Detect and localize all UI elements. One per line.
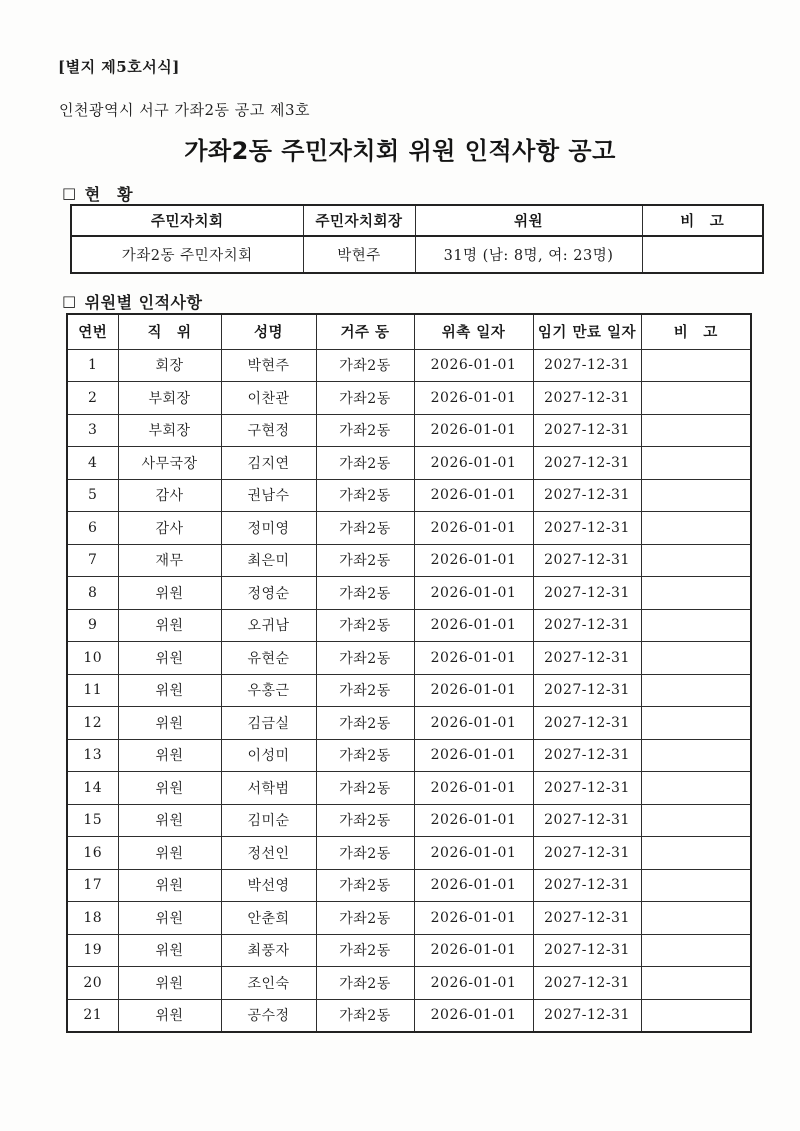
note-cell (641, 479, 751, 512)
name-cell: 유현순 (221, 642, 316, 675)
term-end-date-cell: 2027-12-31 (533, 642, 641, 675)
note-cell (641, 674, 751, 707)
chairman-cell: 박현주 (303, 236, 415, 273)
district-cell: 가좌2동 (316, 837, 414, 870)
name-cell: 최풍자 (221, 934, 316, 967)
term-end-date-cell: 2027-12-31 (533, 804, 641, 837)
note-cell (641, 512, 751, 545)
col-header-council: 주민자치회 (71, 205, 303, 236)
appointed-date-cell: 2026-01-01 (414, 447, 533, 480)
position-cell: 위원 (118, 642, 221, 675)
district-cell: 가좌2동 (316, 967, 414, 1000)
appointed-date-cell: 2026-01-01 (414, 804, 533, 837)
appointed-date-cell: 2026-01-01 (414, 512, 533, 545)
seq-cell: 19 (67, 934, 118, 967)
name-cell: 정영순 (221, 577, 316, 610)
position-cell: 위원 (118, 902, 221, 935)
roster-row (67, 512, 751, 545)
position-cell: 감사 (118, 479, 221, 512)
appointed-date-cell: 2026-01-01 (414, 707, 533, 740)
roster-row (67, 707, 751, 740)
term-end-date-cell: 2027-12-31 (533, 999, 641, 1032)
roster-row (67, 967, 751, 1000)
term-end-date-cell: 2027-12-31 (533, 512, 641, 545)
roster-row (67, 869, 751, 902)
note-cell (641, 739, 751, 772)
note-cell (641, 934, 751, 967)
note-cell (641, 967, 751, 1000)
position-cell: 회장 (118, 349, 221, 382)
appointed-date-cell: 2026-01-01 (414, 349, 533, 382)
district-cell: 가좌2동 (316, 577, 414, 610)
seq-cell: 17 (67, 869, 118, 902)
term-end-date-cell: 2027-12-31 (533, 772, 641, 805)
name-cell: 조인숙 (221, 967, 316, 1000)
position-cell: 위원 (118, 674, 221, 707)
position-cell: 위원 (118, 837, 221, 870)
roster-row (67, 349, 751, 382)
note-cell (641, 804, 751, 837)
name-cell: 구현정 (221, 414, 316, 447)
col-header-appointed-date: 위촉 일자 (414, 314, 533, 349)
district-cell: 가좌2동 (316, 902, 414, 935)
seq-cell: 6 (67, 512, 118, 545)
position-cell: 위원 (118, 999, 221, 1032)
name-cell: 박현주 (221, 349, 316, 382)
appointed-date-cell: 2026-01-01 (414, 934, 533, 967)
roster-row (67, 447, 751, 480)
position-cell: 위원 (118, 934, 221, 967)
note-cell (641, 999, 751, 1032)
appointed-date-cell: 2026-01-01 (414, 414, 533, 447)
name-cell: 권남수 (221, 479, 316, 512)
note-cell (641, 642, 751, 675)
name-cell: 오귀남 (221, 609, 316, 642)
term-end-date-cell: 2027-12-31 (533, 577, 641, 610)
col-header-seq: 연번 (67, 314, 118, 349)
appointed-date-cell: 2026-01-01 (414, 999, 533, 1032)
term-end-date-cell: 2027-12-31 (533, 739, 641, 772)
district-cell: 가좌2동 (316, 544, 414, 577)
appointed-date-cell: 2026-01-01 (414, 674, 533, 707)
name-cell: 공수정 (221, 999, 316, 1032)
roster-table (66, 313, 752, 1033)
roster-row (67, 382, 751, 415)
note-cell (641, 902, 751, 935)
seq-cell: 15 (67, 804, 118, 837)
seq-cell: 2 (67, 382, 118, 415)
district-cell: 가좌2동 (316, 772, 414, 805)
roster-row (67, 642, 751, 675)
position-cell: 위원 (118, 609, 221, 642)
term-end-date-cell: 2027-12-31 (533, 934, 641, 967)
seq-cell: 8 (67, 577, 118, 610)
name-cell: 김금실 (221, 707, 316, 740)
roster-row (67, 772, 751, 805)
appointed-date-cell: 2026-01-01 (414, 577, 533, 610)
roster-table-header-row (67, 314, 751, 349)
appointed-date-cell: 2026-01-01 (414, 544, 533, 577)
term-end-date-cell: 2027-12-31 (533, 674, 641, 707)
term-end-date-cell: 2027-12-31 (533, 837, 641, 870)
term-end-date-cell: 2027-12-31 (533, 479, 641, 512)
position-cell: 위원 (118, 804, 221, 837)
seq-cell: 21 (67, 999, 118, 1032)
roster-row (67, 739, 751, 772)
note-cell (641, 349, 751, 382)
name-cell: 정선인 (221, 837, 316, 870)
col-header-term-end-date: 임기 만료 일자 (533, 314, 641, 349)
col-header-members: 위원 (415, 205, 642, 236)
roster-row (67, 414, 751, 447)
doc-number: 인천광역시 서구 가좌2동 공고 제3호 (59, 101, 311, 119)
seq-cell: 16 (67, 837, 118, 870)
name-cell: 정미영 (221, 512, 316, 545)
seq-cell: 4 (67, 447, 118, 480)
roster-row (67, 479, 751, 512)
name-cell: 이찬관 (221, 382, 316, 415)
term-end-date-cell: 2027-12-31 (533, 544, 641, 577)
district-cell: 가좌2동 (316, 349, 414, 382)
position-cell: 위원 (118, 869, 221, 902)
roster-row (67, 544, 751, 577)
roster-row (67, 999, 751, 1032)
appointed-date-cell: 2026-01-01 (414, 967, 533, 1000)
term-end-date-cell: 2027-12-31 (533, 869, 641, 902)
council-cell: 가좌2동 주민자치회 (71, 236, 303, 273)
term-end-date-cell: 2027-12-31 (533, 414, 641, 447)
note-cell (641, 447, 751, 480)
seq-cell: 20 (67, 967, 118, 1000)
appointed-date-cell: 2026-01-01 (414, 739, 533, 772)
seq-cell: 11 (67, 674, 118, 707)
note-cell (641, 707, 751, 740)
seq-cell: 10 (67, 642, 118, 675)
position-cell: 감사 (118, 512, 221, 545)
roster-row (67, 674, 751, 707)
appointed-date-cell: 2026-01-01 (414, 382, 533, 415)
note-cell (641, 869, 751, 902)
term-end-date-cell: 2027-12-31 (533, 902, 641, 935)
name-cell: 우홍근 (221, 674, 316, 707)
seq-cell: 12 (67, 707, 118, 740)
district-cell: 가좌2동 (316, 804, 414, 837)
note-cell (641, 414, 751, 447)
note-cell (641, 609, 751, 642)
position-cell: 위원 (118, 707, 221, 740)
col-header-note: 비 고 (641, 314, 751, 349)
district-cell: 가좌2동 (316, 707, 414, 740)
note-cell (641, 837, 751, 870)
district-cell: 가좌2동 (316, 447, 414, 480)
appointed-date-cell: 2026-01-01 (414, 642, 533, 675)
col-header-name: 성명 (221, 314, 316, 349)
roster-row (67, 837, 751, 870)
term-end-date-cell: 2027-12-31 (533, 447, 641, 480)
col-header-note: 비 고 (642, 205, 763, 236)
position-cell: 사무국장 (118, 447, 221, 480)
status-section-title: 현 황 (84, 185, 134, 204)
seq-cell: 13 (67, 739, 118, 772)
district-cell: 가좌2동 (316, 609, 414, 642)
district-cell: 가좌2동 (316, 934, 414, 967)
seq-cell: 9 (67, 609, 118, 642)
square-marker-icon: □ (62, 183, 77, 202)
col-header-district: 거주 동 (316, 314, 414, 349)
position-cell: 부회장 (118, 414, 221, 447)
square-marker-icon: □ (62, 291, 77, 310)
note-cell (641, 544, 751, 577)
position-cell: 위원 (118, 577, 221, 610)
appointed-date-cell: 2026-01-01 (414, 837, 533, 870)
district-cell: 가좌2동 (316, 414, 414, 447)
status-table (70, 204, 764, 274)
district-cell: 가좌2동 (316, 512, 414, 545)
district-cell: 가좌2동 (316, 479, 414, 512)
seq-cell: 14 (67, 772, 118, 805)
seq-cell: 7 (67, 544, 118, 577)
appointed-date-cell: 2026-01-01 (414, 609, 533, 642)
district-cell: 가좌2동 (316, 642, 414, 675)
position-cell: 위원 (118, 772, 221, 805)
name-cell: 이성미 (221, 739, 316, 772)
appointed-date-cell: 2026-01-01 (414, 479, 533, 512)
roster-section-title: 위원별 인적사항 (84, 293, 203, 312)
term-end-date-cell: 2027-12-31 (533, 967, 641, 1000)
roster-row (67, 902, 751, 935)
status-table-header-row (71, 205, 763, 236)
roster-row (67, 804, 751, 837)
appointed-date-cell: 2026-01-01 (414, 869, 533, 902)
district-cell: 가좌2동 (316, 382, 414, 415)
name-cell: 김미순 (221, 804, 316, 837)
roster-row (67, 609, 751, 642)
position-cell: 재무 (118, 544, 221, 577)
name-cell: 안춘희 (221, 902, 316, 935)
col-header-position: 직 위 (118, 314, 221, 349)
status-table-row (71, 236, 763, 273)
name-cell: 박선영 (221, 869, 316, 902)
note-cell (642, 236, 763, 273)
district-cell: 가좌2동 (316, 869, 414, 902)
district-cell: 가좌2동 (316, 739, 414, 772)
position-cell: 위원 (118, 739, 221, 772)
name-cell: 서학범 (221, 772, 316, 805)
page-title: 가좌2동 주민자치회 위원 인적사항 공고 (184, 137, 616, 165)
district-cell: 가좌2동 (316, 674, 414, 707)
term-end-date-cell: 2027-12-31 (533, 349, 641, 382)
position-cell: 위원 (118, 967, 221, 1000)
appointed-date-cell: 2026-01-01 (414, 772, 533, 805)
note-cell (641, 382, 751, 415)
district-cell: 가좌2동 (316, 999, 414, 1032)
roster-row (67, 577, 751, 610)
form-label: [별지 제5호서식] (58, 58, 180, 76)
term-end-date-cell: 2027-12-31 (533, 707, 641, 740)
col-header-chairman: 주민자치회장 (303, 205, 415, 236)
position-cell: 부회장 (118, 382, 221, 415)
note-cell (641, 577, 751, 610)
appointed-date-cell: 2026-01-01 (414, 902, 533, 935)
note-cell (641, 772, 751, 805)
term-end-date-cell: 2027-12-31 (533, 609, 641, 642)
seq-cell: 3 (67, 414, 118, 447)
seq-cell: 1 (67, 349, 118, 382)
status-section-heading (62, 182, 133, 205)
name-cell: 김지연 (221, 447, 316, 480)
seq-cell: 18 (67, 902, 118, 935)
term-end-date-cell: 2027-12-31 (533, 382, 641, 415)
roster-section-heading (62, 290, 202, 313)
roster-row (67, 934, 751, 967)
seq-cell: 5 (67, 479, 118, 512)
name-cell: 최은미 (221, 544, 316, 577)
members-cell: 31명 (남: 8명, 여: 23명) (415, 236, 642, 273)
